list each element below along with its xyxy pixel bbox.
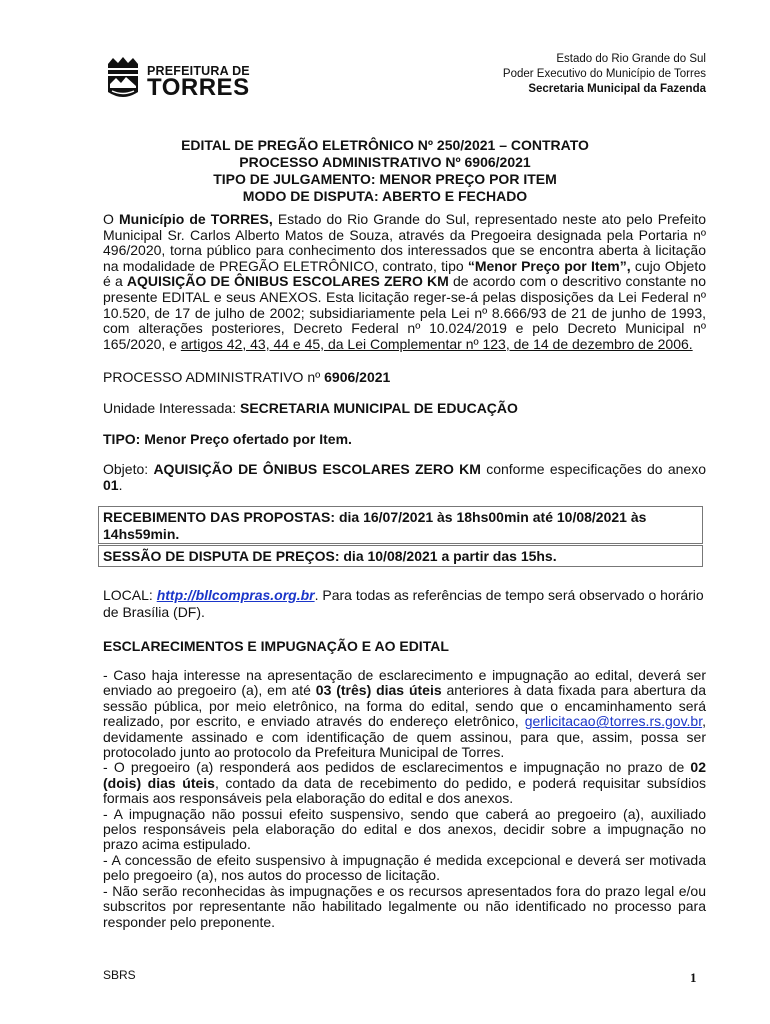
list-item: - Caso haja interesse na apresentação de esclarecimento e impugnação ao edital, deverá ser enviado ao pregoeiro (a), em até 03 (três) dias úteis anteriores à data fixada para abertura da sessão pública, por meio eletrônico, na forma do edital, sendo que o encaminhamento será realizado, por escrito, e enviado através do endereço eletrônico, gerlicitacao@torres.rs.gov.br, devidamente assinado e com identificação de quem assinou, para que, assim, possa ser protocolado junto ao protocolo da Prefeitura Municipal de Torres. bbox=[103, 667, 706, 761]
state-name: Estado do Rio Grande do Sul bbox=[556, 53, 706, 65]
objeto-label: Objeto: bbox=[103, 461, 154, 477]
title-disputa: MODO DE DISPUTA: ABERTO E FECHADO bbox=[242, 188, 528, 204]
page-number: 1 bbox=[690, 970, 697, 985]
logo-title: TORRES bbox=[147, 74, 250, 101]
local-line bbox=[103, 587, 706, 621]
unidade-line bbox=[103, 400, 706, 416]
recebimento-box: RECEBIMENTO DAS PROPOSTAS: dia 16/07/2021 às 18hs00min até 10/08/2021 às 14hs59min. bbox=[98, 506, 703, 544]
objeto-value: AQUISIÇÃO DE ÔNIBUS ESCOLARES ZERO KM bbox=[153, 461, 481, 477]
header-institution bbox=[503, 52, 706, 97]
objeto-rest: conforme especificações do anexo bbox=[480, 461, 706, 477]
intro-text-3: cujo Objeto é a bbox=[103, 257, 706, 290]
tipo-menor-preco: “Menor Preço por Item”, bbox=[467, 257, 631, 274]
local-rest: . Para todas as referências de tempo será observado o horário de Brasília (DF). bbox=[103, 587, 704, 620]
objeto-end: . bbox=[118, 477, 123, 493]
city-crest-icon bbox=[104, 56, 142, 102]
prefeitura-logo bbox=[104, 52, 250, 106]
intro-text-2: Estado do Rio Grande do Sul, representado neste ato pelo Prefeito Municipal Sr. Carlos Alberto Matos de Souza, através da Pregoeira designada pela Portaria nº 496/2020, torna público para conhecimento dos interessados que se encontra aberta à licitação na modalidade de PREGÃO ELETRÔNICO, contrato, tipo bbox=[103, 211, 706, 274]
secretariat-name: Secretaria Municipal da Fazenda bbox=[528, 83, 706, 95]
local-label: LOCAL: bbox=[103, 587, 157, 603]
title-processo: PROCESSO ADMINISTRATIVO Nº 6906/2021 bbox=[239, 154, 531, 170]
intro-text-4: de acordo com o descritivo constante no presente EDITAL e seus ANEXOS. Esta licitação reger-se-á pelas disposições da Lei Federal nº 10.520, de 17 de julho de 2002; subsidiariamente pela Lei nº 8.666/93 de 21 de junho de 1993, com alterações posteriores, Decreto Federal nº 10.024/2019 e pelo Decreto Municipal nº 165/2020, e bbox=[103, 273, 707, 352]
intro-objeto: AQUISIÇÃO DE ÔNIBUS ESCOLARES ZERO KM bbox=[126, 273, 449, 290]
processo-line bbox=[103, 369, 706, 385]
title-julgamento: TIPO DE JULGAMENTO: MENOR PREÇO POR ITEM bbox=[213, 171, 557, 187]
objeto-anexo: 01 bbox=[103, 477, 119, 493]
unidade-label: Unidade Interessada: bbox=[103, 400, 240, 416]
tipo-value: : Menor Preço ofertado por Item. bbox=[135, 431, 352, 447]
title-edital: EDITAL DE PREGÃO ELETRÔNICO Nº 250/2021 – CONTRATO bbox=[181, 137, 589, 153]
tipo-label: TIPO bbox=[103, 431, 136, 447]
section-title: ESCLARECIMENTOS E IMPUGNAÇÃO E AO EDITAL bbox=[103, 638, 449, 654]
document-titles bbox=[100, 137, 670, 205]
intro-paragraph bbox=[103, 212, 706, 352]
unidade-value: SECRETARIA MUNICIPAL DE EDUCAÇÃO bbox=[239, 400, 518, 416]
municipio-name: Município de TORRES, bbox=[118, 211, 273, 227]
processo-value: 6906/2021 bbox=[324, 369, 391, 385]
list-item: - O pregoeiro (a) responderá aos pedidos de esclarecimentos e impugnação no prazo de 02 (dois) dias úteis, contado da data de recebimento do pedido, e poderá requisitar subsídios formais aos responsáveis pela elaboração do edital e dos anexos. bbox=[103, 759, 706, 807]
lei-complementar-ref: artigos 42, 43, 44 e 45, da Lei Complementar nº 123, de 14 de dezembro de 2006. bbox=[180, 335, 693, 352]
email-link[interactable]: gerlicitacao@torres.rs.gov.br bbox=[524, 713, 703, 730]
executive-power: Poder Executivo do Município de Torres bbox=[502, 68, 706, 80]
esclarecimentos-list bbox=[103, 668, 706, 930]
bllcompras-link[interactable]: http://bllcompras.org.br bbox=[156, 587, 315, 603]
list-item: - A concessão de efeito suspensivo à impugnação é medida excepcional e deverá ser motivada pelo pregoeiro (a), nos autos do processo de licitação. bbox=[103, 851, 706, 884]
tipo-line bbox=[103, 431, 706, 447]
objeto-line bbox=[103, 461, 706, 493]
logo-subtitle: PREFEITURA DE bbox=[147, 64, 250, 78]
footer-code: SBRS bbox=[103, 968, 136, 982]
list-item: - Não serão reconhecidas às impugnações e os recursos apresentados fora do prazo legal e/ou subscritos por representante não habilitado legalmente ou não identificado no processo para responder pelo preponente. bbox=[103, 882, 706, 930]
intro-text-1: O bbox=[103, 211, 119, 227]
sessao-box: SESSÃO DE DISPUTA DE PREÇOS: dia 10/08/2021 a partir das 15hs. bbox=[98, 545, 703, 567]
processo-label: PROCESSO ADMINISTRATIVO nº bbox=[103, 369, 325, 385]
list-item: - A impugnação não possui efeito suspensivo, sendo que caberá ao pregoeiro (a), auxiliado pelos responsáveis pela elaboração do edital e dos anexos, decidir sobre a impugnação no prazo acima estipulado. bbox=[103, 805, 706, 853]
